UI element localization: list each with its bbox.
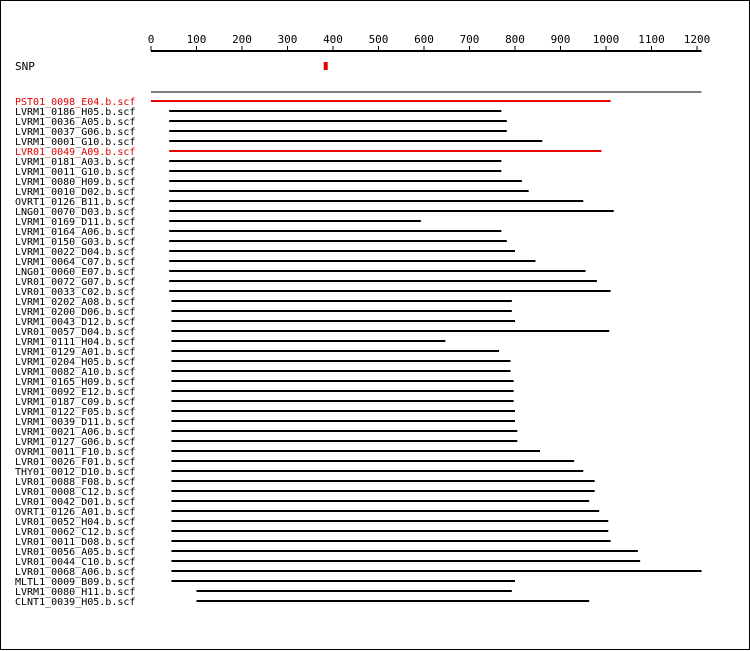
ruler-tick-label: 100 bbox=[186, 33, 207, 46]
read-name[interactable]: LVR01_0008_C12.b.scf bbox=[15, 487, 136, 498]
read-name[interactable]: LNG01_0060_E07.b.scf bbox=[15, 267, 136, 278]
read-name[interactable]: LVR01_0011_D08.b.scf bbox=[15, 537, 136, 548]
read-name[interactable]: LVRM1_0202_A08.b.scf bbox=[15, 297, 136, 308]
ruler-tick-label: 900 bbox=[550, 33, 571, 46]
ruler-tick-label: 300 bbox=[277, 33, 298, 46]
read-name[interactable]: LVRM1_0001_G10.b.scf bbox=[15, 137, 136, 148]
read-name[interactable]: LVRM1_0187_C09.b.scf bbox=[15, 397, 136, 408]
read-name[interactable]: OVRT1_0126_A01.b.scf bbox=[15, 507, 136, 518]
read-name[interactable]: LVR01_0049_A09.b.scf bbox=[15, 147, 136, 158]
read-name[interactable]: LVR01_0026_F01.b.scf bbox=[15, 457, 136, 468]
read-name[interactable]: LVR01_0042_D01.b.scf bbox=[15, 497, 136, 508]
read-name[interactable]: LVR01_0072_G07.b.scf bbox=[15, 277, 136, 288]
read-name[interactable]: LVRM1_0169_D11.b.scf bbox=[15, 217, 136, 228]
ruler-tick-label: 800 bbox=[505, 33, 525, 46]
ruler-tick-label: 1100 bbox=[638, 33, 665, 46]
read-name[interactable]: MLTL1_0009_B09.b.scf bbox=[15, 577, 136, 588]
read-name[interactable]: PST01_0098_E04.b.scf bbox=[15, 97, 136, 108]
read-name[interactable]: LVRM1_0200_D06.b.scf bbox=[15, 307, 136, 318]
read-name[interactable]: OVRT1_0126_B11.b.scf bbox=[15, 197, 136, 208]
read-name[interactable]: LVRM1_0022_D04.b.scf bbox=[15, 247, 136, 258]
read-name[interactable]: LVRM1_0080_H09.b.scf bbox=[15, 177, 136, 188]
read-name[interactable]: LVRM1_0082_A10.b.scf bbox=[15, 367, 136, 378]
read-name[interactable]: LVRM1_0043_D12.b.scf bbox=[15, 317, 136, 328]
snp-label: SNP bbox=[15, 60, 35, 73]
read-name[interactable]: LVR01_0057_D04.b.scf bbox=[15, 327, 136, 338]
snp-marker[interactable] bbox=[324, 62, 328, 70]
read-name[interactable]: LVRM1_0181_A03.b.scf bbox=[15, 157, 136, 168]
ruler-tick-label: 600 bbox=[414, 33, 434, 46]
read-name[interactable]: LVRM1_0037_G06.b.scf bbox=[15, 127, 136, 138]
read-name[interactable]: LNG01_0070_D03.b.scf bbox=[15, 207, 136, 218]
read-name[interactable]: LVR01_0033_C02.b.scf bbox=[15, 287, 136, 298]
read-name[interactable]: LVRM1_0122_F05.b.scf bbox=[15, 407, 136, 418]
read-name[interactable]: LVR01_0068_A06.b.scf bbox=[15, 567, 136, 578]
read-name[interactable]: LVRM1_0129_A01.b.scf bbox=[15, 347, 136, 358]
read-name[interactable]: CLNT1_0039_H05.b.scf bbox=[15, 597, 136, 608]
read-name[interactable]: LVR01_0088_F08.b.scf bbox=[15, 477, 136, 488]
ruler-tick-label: 0 bbox=[147, 33, 155, 46]
read-name[interactable]: LVRM1_0021_A06.b.scf bbox=[15, 427, 136, 438]
ruler-tick-label: 500 bbox=[368, 33, 389, 46]
read-name[interactable]: LVRM1_0064_C07.b.scf bbox=[15, 257, 136, 268]
ruler-tick-label: 700 bbox=[459, 33, 480, 46]
read-name[interactable]: LVRM1_0036_A05.b.scf bbox=[15, 117, 136, 128]
ruler-tick-label: 400 bbox=[323, 33, 343, 46]
read-name[interactable]: LVRM1_0080_H11.b.scf bbox=[15, 587, 136, 598]
ruler-tick-label: 1200 bbox=[683, 33, 711, 46]
read-name[interactable]: LVRM1_0186_H05.b.scf bbox=[15, 107, 136, 118]
read-name[interactable]: LVRM1_0039_D11.b.scf bbox=[15, 417, 136, 428]
read-name[interactable]: LVRM1_0111_H04.b.scf bbox=[15, 337, 136, 348]
read-name[interactable]: LVRM1_0127_G06.b.scf bbox=[15, 437, 136, 448]
read-name[interactable]: LVRM1_0092_E12.b.scf bbox=[15, 387, 136, 398]
read-name[interactable]: OVRM1_0011_F10.b.scf bbox=[15, 447, 136, 458]
read-name[interactable]: LVR01_0044_C10.b.scf bbox=[15, 557, 136, 568]
read-name[interactable]: LVR01_0062_C12.b.scf bbox=[15, 527, 136, 538]
read-name[interactable]: LVRM1_0150_G03.b.scf bbox=[15, 237, 136, 248]
ruler-tick-label: 1000 bbox=[592, 33, 620, 46]
read-name[interactable]: LVRM1_0011_G10.b.scf bbox=[15, 167, 136, 178]
read-name[interactable]: LVRM1_0010_D02.b.scf bbox=[15, 187, 136, 198]
read-name[interactable]: LVRM1_0204_H05.b.scf bbox=[15, 357, 136, 368]
read-name[interactable]: LVRM1_0165_H09.b.scf bbox=[15, 377, 136, 388]
read-alignment-view bbox=[1, 1, 750, 651]
read-name[interactable]: THY01_0012_D10.b.scf bbox=[15, 467, 136, 478]
read-name[interactable]: LVR01_0056_A05.b.scf bbox=[15, 547, 136, 558]
ruler-tick-label: 200 bbox=[232, 33, 252, 46]
read-name[interactable]: LVR01_0052_H04.b.scf bbox=[15, 517, 136, 528]
read-name[interactable]: LVRM1_0164_A06.b.scf bbox=[15, 227, 136, 238]
